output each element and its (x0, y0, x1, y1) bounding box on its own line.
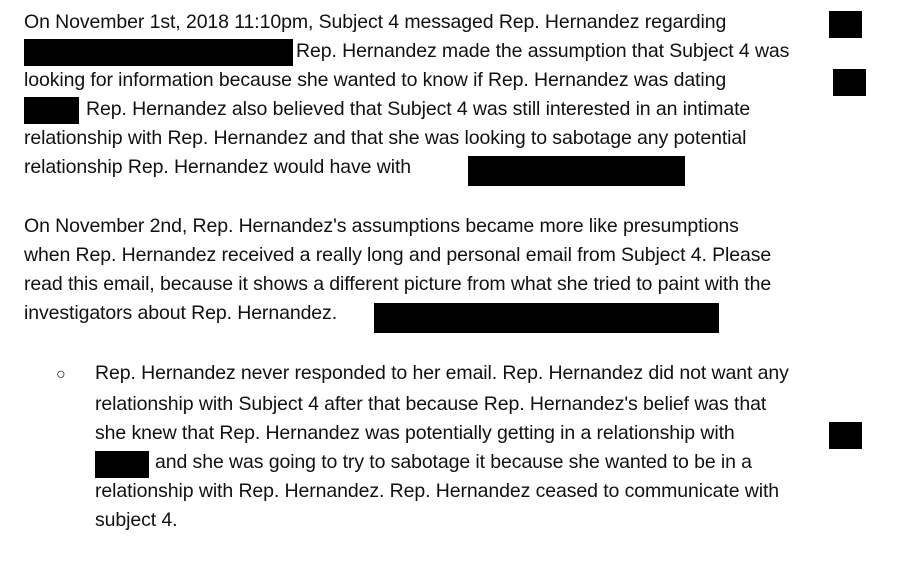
redaction-box (95, 451, 149, 478)
para1-line1: On November 1st, 2018 11:10pm, Subject 4 messaged Rep. Hernandez regarding (24, 11, 727, 33)
bullet-marker-icon: ○ (56, 366, 66, 383)
para1-line5: relationship with Rep. Hernandez and that she was looking to sabotage any potential (24, 127, 747, 149)
redaction-box (829, 422, 862, 449)
para1-line6: relationship Rep. Hernandez would have with (24, 156, 412, 178)
redaction-box (468, 156, 685, 186)
para1-line2: Rep. Hernandez made the assumption that Subject 4 was (296, 40, 790, 62)
para2-line1: On November 2nd, Rep. Hernandez's assumptions became more like presumptions (24, 215, 739, 237)
para2-line3: read this email, because it shows a different picture from what she tried to paint with the (24, 273, 772, 295)
redaction-box (374, 303, 719, 333)
bullet-line6: subject 4. (95, 509, 178, 531)
redaction-box (829, 11, 862, 38)
para2-line4: investigators about Rep. Hernandez. (24, 302, 338, 324)
redaction-box (833, 69, 866, 96)
redaction-box (24, 39, 293, 66)
para2-line2: when Rep. Hernandez received a really long and personal email from Subject 4. Please (24, 244, 772, 266)
bullet-line5: relationship with Rep. Hernandez. Rep. Hernandez ceased to communicate with (95, 480, 780, 502)
bullet-line3: she knew that Rep. Hernandez was potentially getting in a relationship with (95, 422, 735, 444)
bullet-line4: and she was going to try to sabotage it because she wanted to be in a (155, 451, 752, 473)
para1-line4: Rep. Hernandez also believed that Subject 4 was still interested in an intimate (86, 98, 751, 120)
bullet-line2: relationship with Subject 4 after that because Rep. Hernandez's belief was that (95, 393, 767, 415)
bullet-line1: Rep. Hernandez never responded to her email. Rep. Hernandez did not want any (95, 362, 789, 384)
redaction-box (24, 97, 79, 124)
para1-line3: looking for information because she wanted to know if Rep. Hernandez was dating (24, 69, 727, 91)
